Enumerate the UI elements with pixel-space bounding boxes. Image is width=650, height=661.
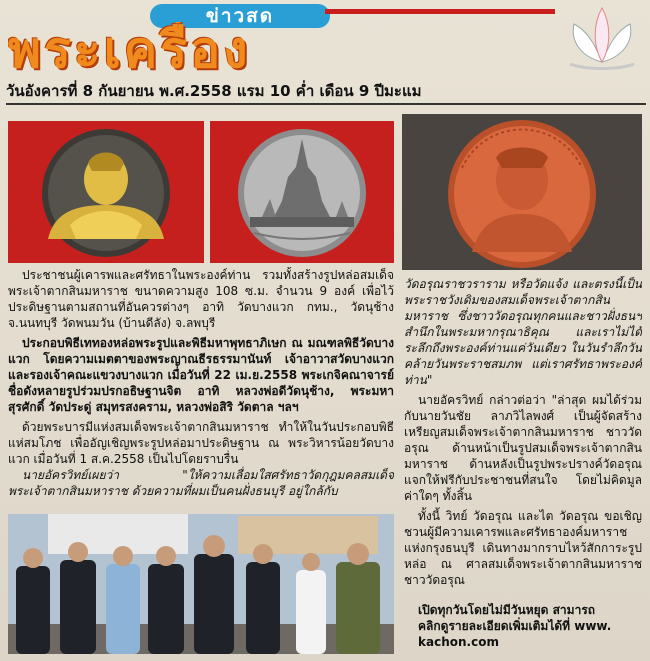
photo-silver-medal [210, 121, 394, 263]
paragraph: นายอัครวิทย์เผยว่า "ให้ความเลื่อมใสศรัทธาวัดกุฎมคลสมเด็จพระเจ้าตากสินมหาราช ด้วยความที่ผมเป็นคนฝั่งธนบุรี อยู่ใกล้กับ [8, 468, 394, 498]
kicker-rule [325, 9, 555, 14]
paragraph: ทั้งนี้ วิทย์ วัดอรุณ และไต วัดอรุณ ขอเชิญชวนผู้มีความเคารพและศรัทธาองค์มหาราชแห่งกรุงธนบุรี เดินทางมากราบไหว้สักการะรูปหล่อ ณ ศาลสมเด็จพระเจ้าตากสินมหาราชชาววัดอรุณ [404, 509, 642, 587]
footer-line-2: คลิกดูรายละเอียดเพิ่มเติมได้ที่ www. [418, 619, 612, 633]
article-footer [404, 602, 642, 658]
dateline: วันอังคารที่ 8 กันยายน พ.ศ.2558 แรม 10 ค่ำ เดือน 9 ปีมะแม [6, 82, 422, 100]
paragraph: วัดอรุณราชวราราม หรือวัดแจ้ง และตรงนี้เป็นพระราชวังเดิมของสมเด็จพระเจ้าตากสินมหาราช ซึ่งชาววัดอรุณทุกคนและชาวฝั่งธนฯ สำนึกในพระมหากรุณาธิคุณ และเราไม่ได้ระลึกถึงพระองค์ท่านแค่วันเดียว ในวันรำลึกวันคล้ายวันพระราชสมภพ แต่เราศรัทธาพระองค์ท่าน" [404, 277, 642, 387]
lotus-icon [562, 2, 642, 74]
paragraph: ด้วยพระบารมีแห่งสมเด็จพระเจ้าตากสินมหาราช ทำให้ในวันประกอบพิธีแห่สมโภช เพื่ออัญเชิญพระรูปหล่อมาประดิษฐาน ณ พระวิหารน้อยวัดบางแวก เมื่อวันที่ 1 ส.ค.2558 เป็นไปโดยราบรื่น [8, 420, 394, 466]
section-kicker: ข่าวสด [150, 4, 330, 28]
photo-copper-medal [402, 114, 642, 270]
paragraph: ประกอบพิธีเททองหล่อพระรูปและพิธีมหาพุทธาภิเษก ณ มณฑลพิธีวัดบางแวก โดยความเมตตาของพระญาณธีรธรรมานันท์ เจ้าอาวาสวัดบางแวก และรองเจ้าคณะแขวงบางแวก เมื่อวันที่ 22 เม.ย.2558 พระเกจิคณาจารย์ชื่อดังหลายรูปร่วมปรกอธิษฐานจิต อาทิ หลวงพ่อดีวัดนุช้าง, พระมหาสุรศักดิ์ วัดประดู่ สมุทรสงคราม, หลวงพ่อสิริ วัดตาล ฯลฯ [8, 336, 394, 414]
header-rule [6, 103, 646, 105]
footer-link[interactable]: kachon.com [418, 635, 499, 649]
masthead [0, 0, 650, 100]
article-right-column [404, 276, 642, 604]
article-left-column [8, 267, 394, 509]
footer-line-1: เปิดทุกวันโดยไม่มีวันหยุด สามารถ [418, 603, 596, 617]
photo-gold-medal [8, 121, 204, 263]
paragraph: ประชาชนผู้เคารพและศรัทธาในพระองค์ท่าน รวมทั้งสร้างรูปหล่อสมเด็จพระเจ้าตากสินมหาราช ขนาดความสูง 108 ซ.ม. จำนวน 9 องค์ เพื่อไว้ประดิษฐานตามสถานที่อันควรต่างๆ อาทิ วัดบางแวก กทม., วัดนุช้าง จ.นนทบุรี วัดพนมวัน (บ้านดีลัง) จ.ลพบุรี [8, 268, 394, 330]
section-title: พระเครื่อง [8, 22, 251, 78]
photo-group-ceremony [8, 514, 394, 654]
paragraph: นายอัครวิทย์ กล่าวต่อว่า "ล่าสุด ผมได้ร่วมกับนายวันชัย ลาภวิไลพงศ์ เป็นผู้จัดสร้างเหรียญสมเด็จพระเจ้าตากสินมหาราช ชาววัดอรุณ ด้านหน้าเป็นรูปสมเด็จพระเจ้าตากสินมหาราช ด้านหลังเป็นรูปพระปรางค์วัดอรุณ แจกให้ฟรีกับประชาชนที่สนใจ โดยไม่คิดมูลค่าใดๆ ทั้งสิ้น [404, 393, 642, 503]
